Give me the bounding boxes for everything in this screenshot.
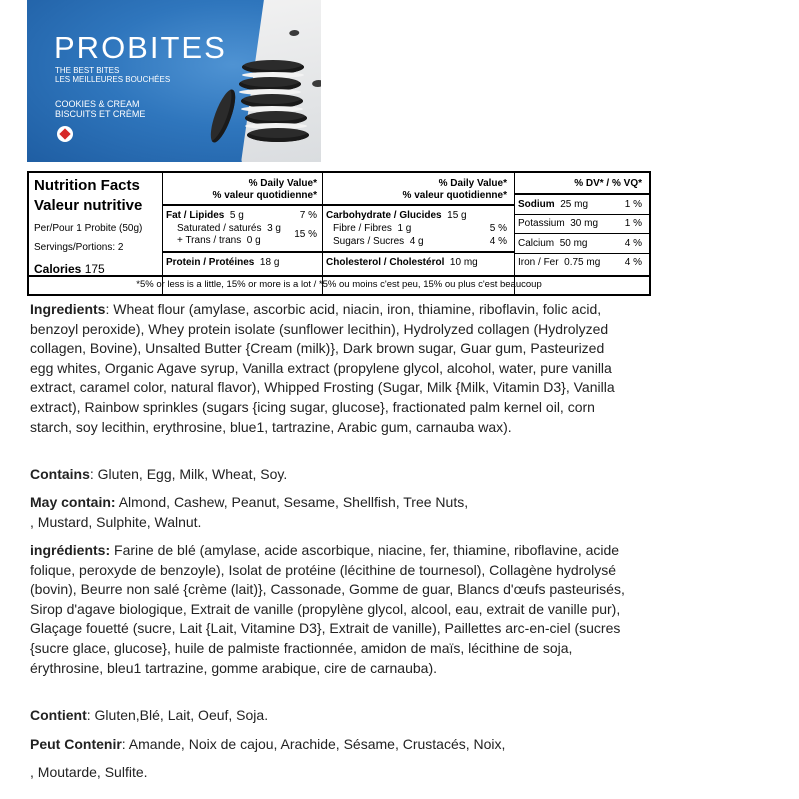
dv-vq-header: % DV* / % VQ* [574, 178, 642, 189]
dv-footnote: *5% or less is a little, 15% or more is a lot / *5% ou moins c'est peu, 15% ou plus c'est beaucoup [29, 275, 649, 294]
contains-en [30, 465, 630, 485]
iron-label: Iron / Fer [518, 257, 559, 268]
may-contain-label: May contain: [30, 494, 116, 510]
dv-header-en: % Daily Value* [248, 178, 317, 189]
peut-contenir-line2: , Moutarde, Sulfite. [30, 763, 148, 780]
saturated-row [177, 223, 281, 234]
contient-fr [30, 706, 630, 726]
calcium-dv: 4 % [624, 238, 642, 249]
tagline-en: THE BEST BITES [55, 66, 120, 75]
dv-header-en-2: % Daily Value* [438, 178, 507, 189]
tagline-fr: LES MEILLEURES BOUCHÉES [55, 75, 171, 84]
calcium-value: 50 mg [559, 238, 588, 249]
carb-label: Carbohydrate / Glucides [326, 210, 442, 221]
cholesterol-value: 10 mg [449, 257, 478, 268]
sodium-label: Sodium [518, 199, 555, 210]
ingredients-label: Ingredients [30, 301, 106, 317]
contains-label: Contains [30, 466, 90, 482]
cholesterol-row [326, 257, 478, 268]
ingredients-en [30, 300, 630, 437]
cookie-icon [247, 128, 309, 142]
cookie-icon [206, 87, 240, 145]
servings-count: Servings/Portions: 2 [34, 242, 124, 253]
sugars-row [333, 236, 424, 247]
iron-row [518, 257, 600, 268]
saturated-value: 3 g [267, 223, 281, 234]
iron-value: 0.75 mg [564, 257, 601, 268]
nutrition-title-en: Nutrition Facts [34, 177, 140, 194]
carb-row [326, 210, 467, 221]
ingredients-fr [30, 541, 630, 678]
iron-dv: 4 % [624, 257, 642, 268]
sodium-row [518, 199, 588, 210]
peut-contenir-label: Peut Contenir [30, 736, 122, 752]
sodium-value: 25 mg [560, 199, 589, 210]
flavor-fr: BISCUITS ET CRÈME [55, 109, 146, 119]
fibre-row [333, 223, 411, 234]
potassium-value: 30 mg [570, 218, 599, 229]
saturated-label: Saturated / saturés [177, 223, 262, 234]
fat-label: Fat / Lipides [166, 210, 225, 221]
fibre-label: Fibre / Fibres [333, 223, 392, 234]
fat-value: 5 g [229, 210, 244, 221]
contient-text: : Gluten,Blé, Lait, Oeuf, Soja. [86, 707, 269, 723]
flavor-en: COOKIES & CREAM [55, 99, 140, 109]
calcium-row [518, 238, 587, 249]
ingredients-fr-label: ingrédients: [30, 542, 111, 558]
protein-label: Protein / Protéines [166, 257, 255, 268]
cholesterol-label: Cholesterol / Cholestérol [326, 257, 445, 268]
sugars-label: Sugars / Sucres [333, 236, 405, 247]
maple-leaf-icon [57, 126, 73, 142]
trans-row [177, 235, 261, 246]
fibre-dv: 5 % [489, 223, 507, 234]
trans-label: + Trans / trans [177, 235, 242, 246]
ingredients-text: : Wheat flour (amylase, ascorbic acid, niacin, iron, thiamine, riboflavin, folic acid, benzoyl peroxide), Whey protein isolate (sunflower lecithin), Hydrolyzed collagen (Hydrolyzed collagen, Bovine), Unsalted Butter {Cream (milk)}, Dark brown sugar, Guar gum, Pasteurized egg whites, Organic Agave syrup, Vanilla extract (propylene glycol, alcohol, water, pure vanilla extract, caramel color, natural flavor), Whipped Frosting (Sugar, Milk {Milk, Vitamin D3}, Vanilla extract), Rainbow sprinkles (sugars {icing sugar, glucose}, fractionated palm kernel oil, corn starch, soy lecithin, erythrosine, blue1, tartrazine, Arabic gum, carnauba wax). [30, 301, 615, 435]
calories-row [34, 262, 105, 276]
nutrition-facts-table [27, 171, 651, 296]
trans-value: 0 g [246, 235, 261, 246]
may-contain-en [30, 493, 630, 532]
brand-logo: PROBITES [54, 30, 227, 65]
dv-header-fr: % valeur quotidienne* [212, 190, 317, 201]
potassium-row [518, 218, 598, 229]
product-package-image [27, 0, 321, 162]
fat-dv: 7 % [299, 210, 317, 221]
protein-row [166, 257, 279, 268]
peut-contenir-line1: : Amande, Noix de cajou, Arachide, Sésame, Crustacés, Noix, [121, 736, 506, 752]
potassium-label: Potassium [518, 218, 565, 229]
fibre-value: 1 g [397, 223, 412, 234]
protein-value: 18 g [259, 257, 280, 268]
peut-contenir-fr [30, 735, 630, 782]
calories-label: Calories [34, 262, 82, 276]
ingredients-fr-text: Farine de blé (amylase, acide ascorbique, niacine, fer, thiamine, riboflavine, acide folique, peroxyde de benzoyle), Isolat de protéine (lécithine de tournesol), Collagène hydrolysé (bovin), Beurre non salé {crème (lait)}, Cassonade, Gomme de guar, Blancs d'œufs pasteurisés, Sirop d'agave biologique, Extrait de vanille (propylène glycol, alcool, eau, extrait de vanille pur), Glaçage fouetté (sucre, Lait {Lait, Vitamine D3}, Extrait de vanille), Paillettes arc-en-ciel (sucres {sucre glace, glucose}, huile de palmiste fractionnée, amidon de maïs, lécithine de soja, érythrosine, bleu1 tartrazine, gomme arabique, cire de carnauba). [30, 542, 625, 676]
serving-size: Per/Pour 1 Probite (50g) [34, 223, 143, 234]
carb-value: 15 g [447, 210, 467, 221]
sugars-dv: 4 % [489, 236, 507, 247]
calories-value: 175 [84, 262, 105, 276]
sat-trans-dv: 15 % [294, 229, 317, 240]
potassium-dv: 1 % [624, 218, 642, 229]
sodium-dv: 1 % [624, 199, 642, 210]
nutrition-title-fr: Valeur nutritive [34, 197, 143, 214]
dv-header-fr-2: % valeur quotidienne* [402, 190, 507, 201]
fat-row [166, 210, 244, 221]
may-contain-line2: , Mustard, Sulphite, Walnut. [30, 513, 202, 530]
calcium-label: Calcium [518, 238, 555, 249]
contient-label: Contient [30, 707, 87, 723]
contains-text: : Gluten, Egg, Milk, Wheat, Soy. [89, 466, 288, 482]
sugars-value: 4 g [409, 236, 424, 247]
may-contain-line1: Almond, Cashew, Peanut, Sesame, Shellfish, Tree Nuts, [115, 494, 469, 510]
